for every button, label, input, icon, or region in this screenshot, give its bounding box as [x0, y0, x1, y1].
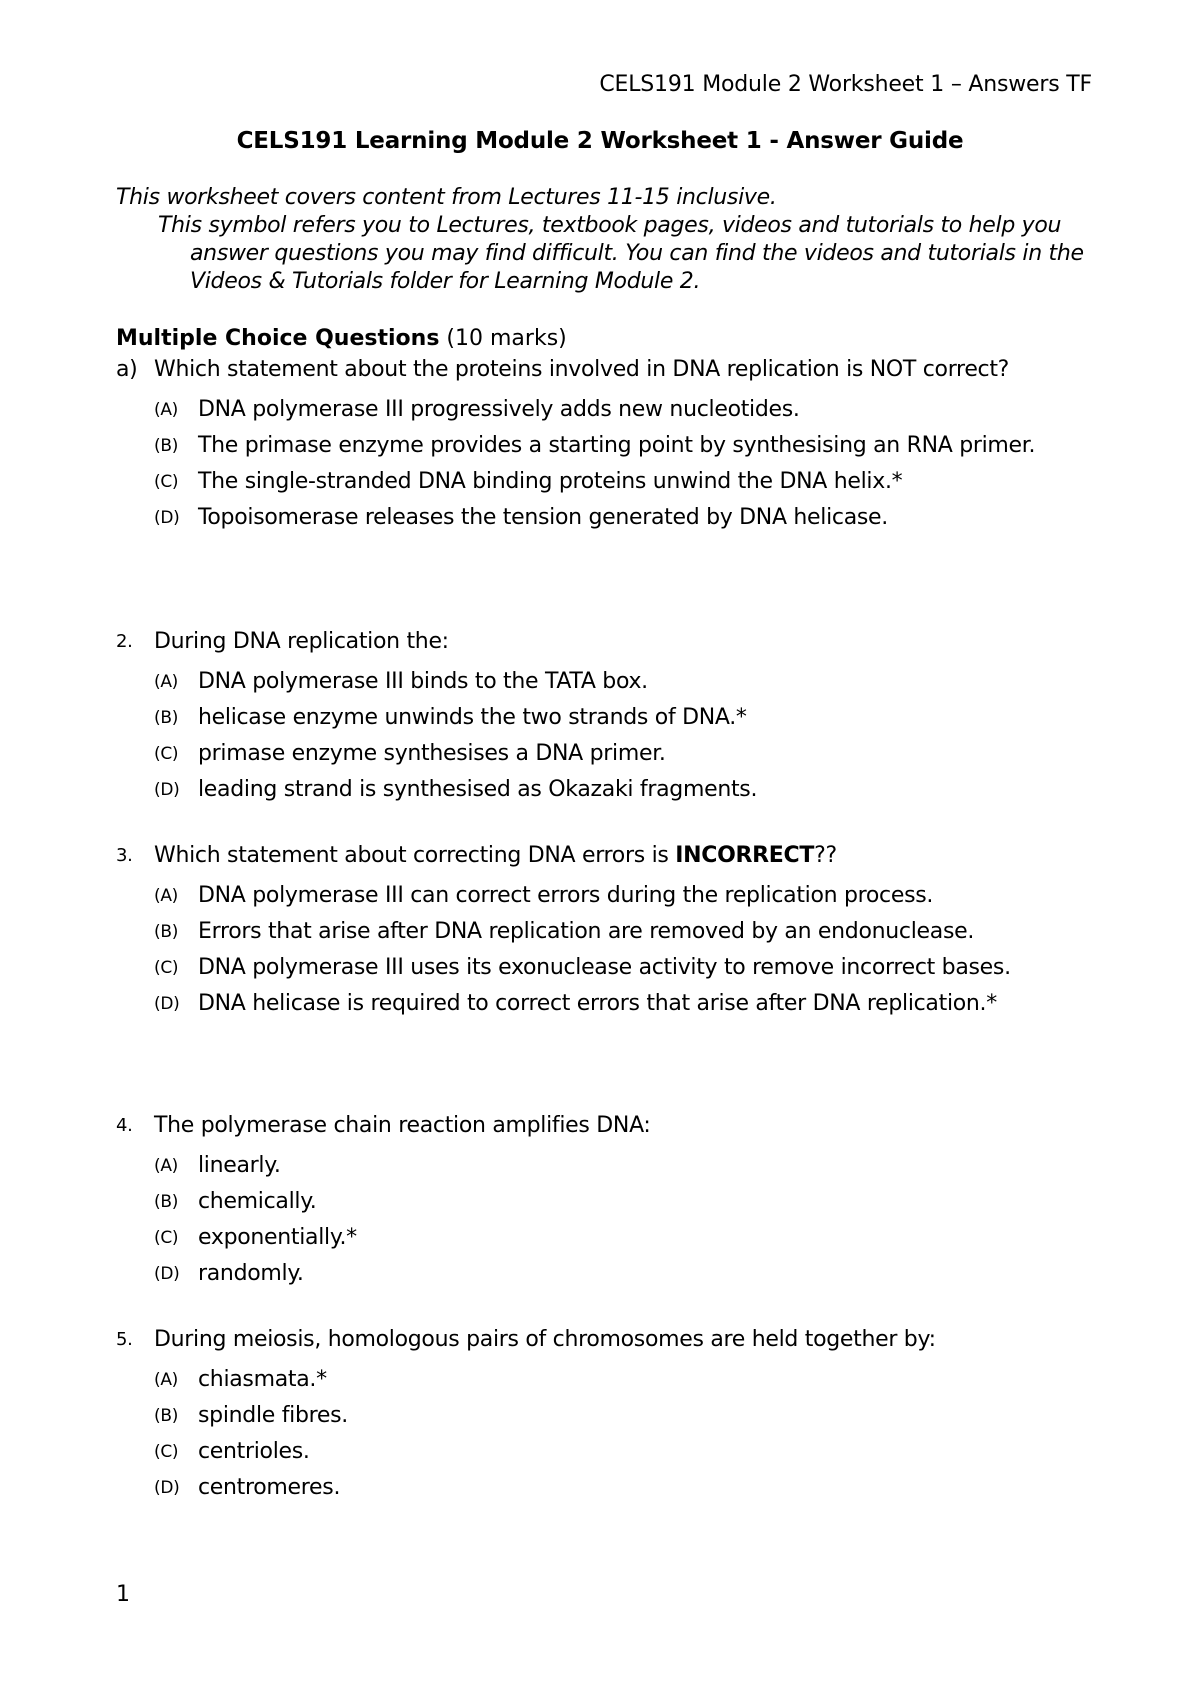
question-text-part: Which statement about correcting DNA errors is [154, 843, 676, 868]
option-letter: (C) [154, 472, 179, 492]
question-text [154, 842, 1096, 870]
intro-note-text: This symbol refers you to Lectures, textbook pages, videos and tutorials to help you answer questions you may find difficult. You can find the videos and tutorials in the Videos & Tutorials folder for Learning Module 2. [158, 213, 1084, 294]
running-header: CELS191 Module 2 Worksheet 1 – Answers TF [599, 72, 1092, 97]
option-letter: (B) [154, 708, 179, 728]
option-text: leading strand is synthesised as Okazaki fragments. [198, 777, 758, 802]
option-letter: (C) [154, 958, 179, 978]
option-text: exponentially.* [198, 1225, 357, 1250]
option-d [116, 1260, 1096, 1288]
option-letter: (B) [154, 1406, 179, 1426]
question-emphasis: INCORRECT [675, 843, 815, 868]
option-text: centromeres. [198, 1475, 341, 1500]
option-letter: (A) [154, 1370, 178, 1390]
option-d [116, 776, 1096, 804]
option-text: DNA polymerase III uses its exonuclease activity to remove incorrect bases. [198, 955, 1011, 980]
option-text: DNA polymerase III can correct errors during the replication process. [198, 883, 934, 908]
option-letter: (B) [154, 922, 179, 942]
option-text: centrioles. [198, 1439, 310, 1464]
option-letter: (D) [154, 1264, 180, 1284]
option-letter: (D) [154, 1478, 180, 1498]
option-a [116, 1366, 1096, 1394]
option-b [116, 1402, 1096, 1430]
option-letter: (A) [154, 672, 178, 692]
option-c [116, 468, 1096, 496]
option-letter: (D) [154, 508, 180, 528]
option-letter: (A) [154, 400, 178, 420]
question-2 [116, 628, 1096, 804]
option-c [116, 740, 1096, 768]
mcq-heading-label: Multiple Choice Questions [116, 326, 440, 351]
option-letter: (C) [154, 1228, 179, 1248]
option-letter: (A) [154, 886, 178, 906]
option-text: helicase enzyme unwinds the two strands of DNA.* [198, 705, 747, 730]
option-a [116, 882, 1096, 910]
option-text: Topoisomerase releases the tension generated by DNA helicase. [198, 505, 888, 530]
option-text: DNA helicase is required to correct errors that arise after DNA replication.* [198, 991, 997, 1016]
option-text: linearly. [198, 1153, 281, 1178]
page-number: 1 [116, 1582, 130, 1607]
option-a [116, 396, 1096, 424]
option-text: DNA polymerase III binds to the TATA box. [198, 669, 648, 694]
option-text: Errors that arise after DNA replication are removed by an endonuclease. [198, 919, 975, 944]
question-number: 4. [116, 1115, 133, 1136]
intro-line: This worksheet covers content from Lectures 11-15 inclusive. [116, 185, 777, 210]
option-c [116, 1438, 1096, 1466]
intro-note [116, 212, 1106, 296]
question-text: During meiosis, homologous pairs of chromosomes are held together by: [154, 1327, 936, 1352]
option-text: The primase enzyme provides a starting point by synthesising an RNA primer. [198, 433, 1036, 458]
question-number: a) [116, 357, 138, 382]
question-number: 3. [116, 845, 133, 866]
mcq-heading [116, 326, 567, 351]
option-text: chemically. [198, 1189, 317, 1214]
option-text: DNA polymerase III progressively adds new nucleotides. [198, 397, 800, 422]
question-text-part: ?? [814, 843, 837, 868]
option-letter: (A) [154, 1156, 178, 1176]
document-title: CELS191 Learning Module 2 Worksheet 1 - Answer Guide [236, 128, 964, 154]
option-letter: (D) [154, 994, 180, 1014]
intro-block [116, 184, 1106, 296]
option-b [116, 1188, 1096, 1216]
option-text: The single-stranded DNA binding proteins unwind the DNA helix.* [198, 469, 903, 494]
option-letter: (B) [154, 1192, 179, 1212]
option-letter: (B) [154, 436, 179, 456]
option-c [116, 954, 1096, 982]
question-number: 5. [116, 1329, 133, 1350]
option-text: randomly. [198, 1261, 304, 1286]
option-text: primase enzyme synthesises a DNA primer. [198, 741, 666, 766]
option-letter: (C) [154, 1442, 179, 1462]
option-b [116, 704, 1096, 732]
option-d [116, 1474, 1096, 1502]
option-c [116, 1224, 1096, 1252]
mcq-marks: (10 marks) [446, 326, 567, 351]
question-text: Which statement about the proteins involved in DNA replication is NOT correct? [154, 357, 1010, 382]
option-a [116, 668, 1096, 696]
question-number: 2. [116, 631, 133, 652]
option-a [116, 1152, 1096, 1180]
option-text: chiasmata.* [198, 1367, 327, 1392]
question-text: The polymerase chain reaction amplifies DNA: [154, 1113, 651, 1138]
option-d [116, 504, 1096, 532]
option-b [116, 918, 1096, 946]
option-letter: (C) [154, 744, 179, 764]
option-d [116, 990, 1096, 1018]
question-4 [116, 1112, 1096, 1288]
option-b [116, 432, 1096, 460]
option-letter: (D) [154, 780, 180, 800]
question-a [116, 356, 1096, 532]
option-text: spindle fibres. [198, 1403, 348, 1428]
question-3 [116, 842, 1096, 1018]
question-text: During DNA replication the: [154, 629, 449, 654]
question-5 [116, 1326, 1096, 1502]
